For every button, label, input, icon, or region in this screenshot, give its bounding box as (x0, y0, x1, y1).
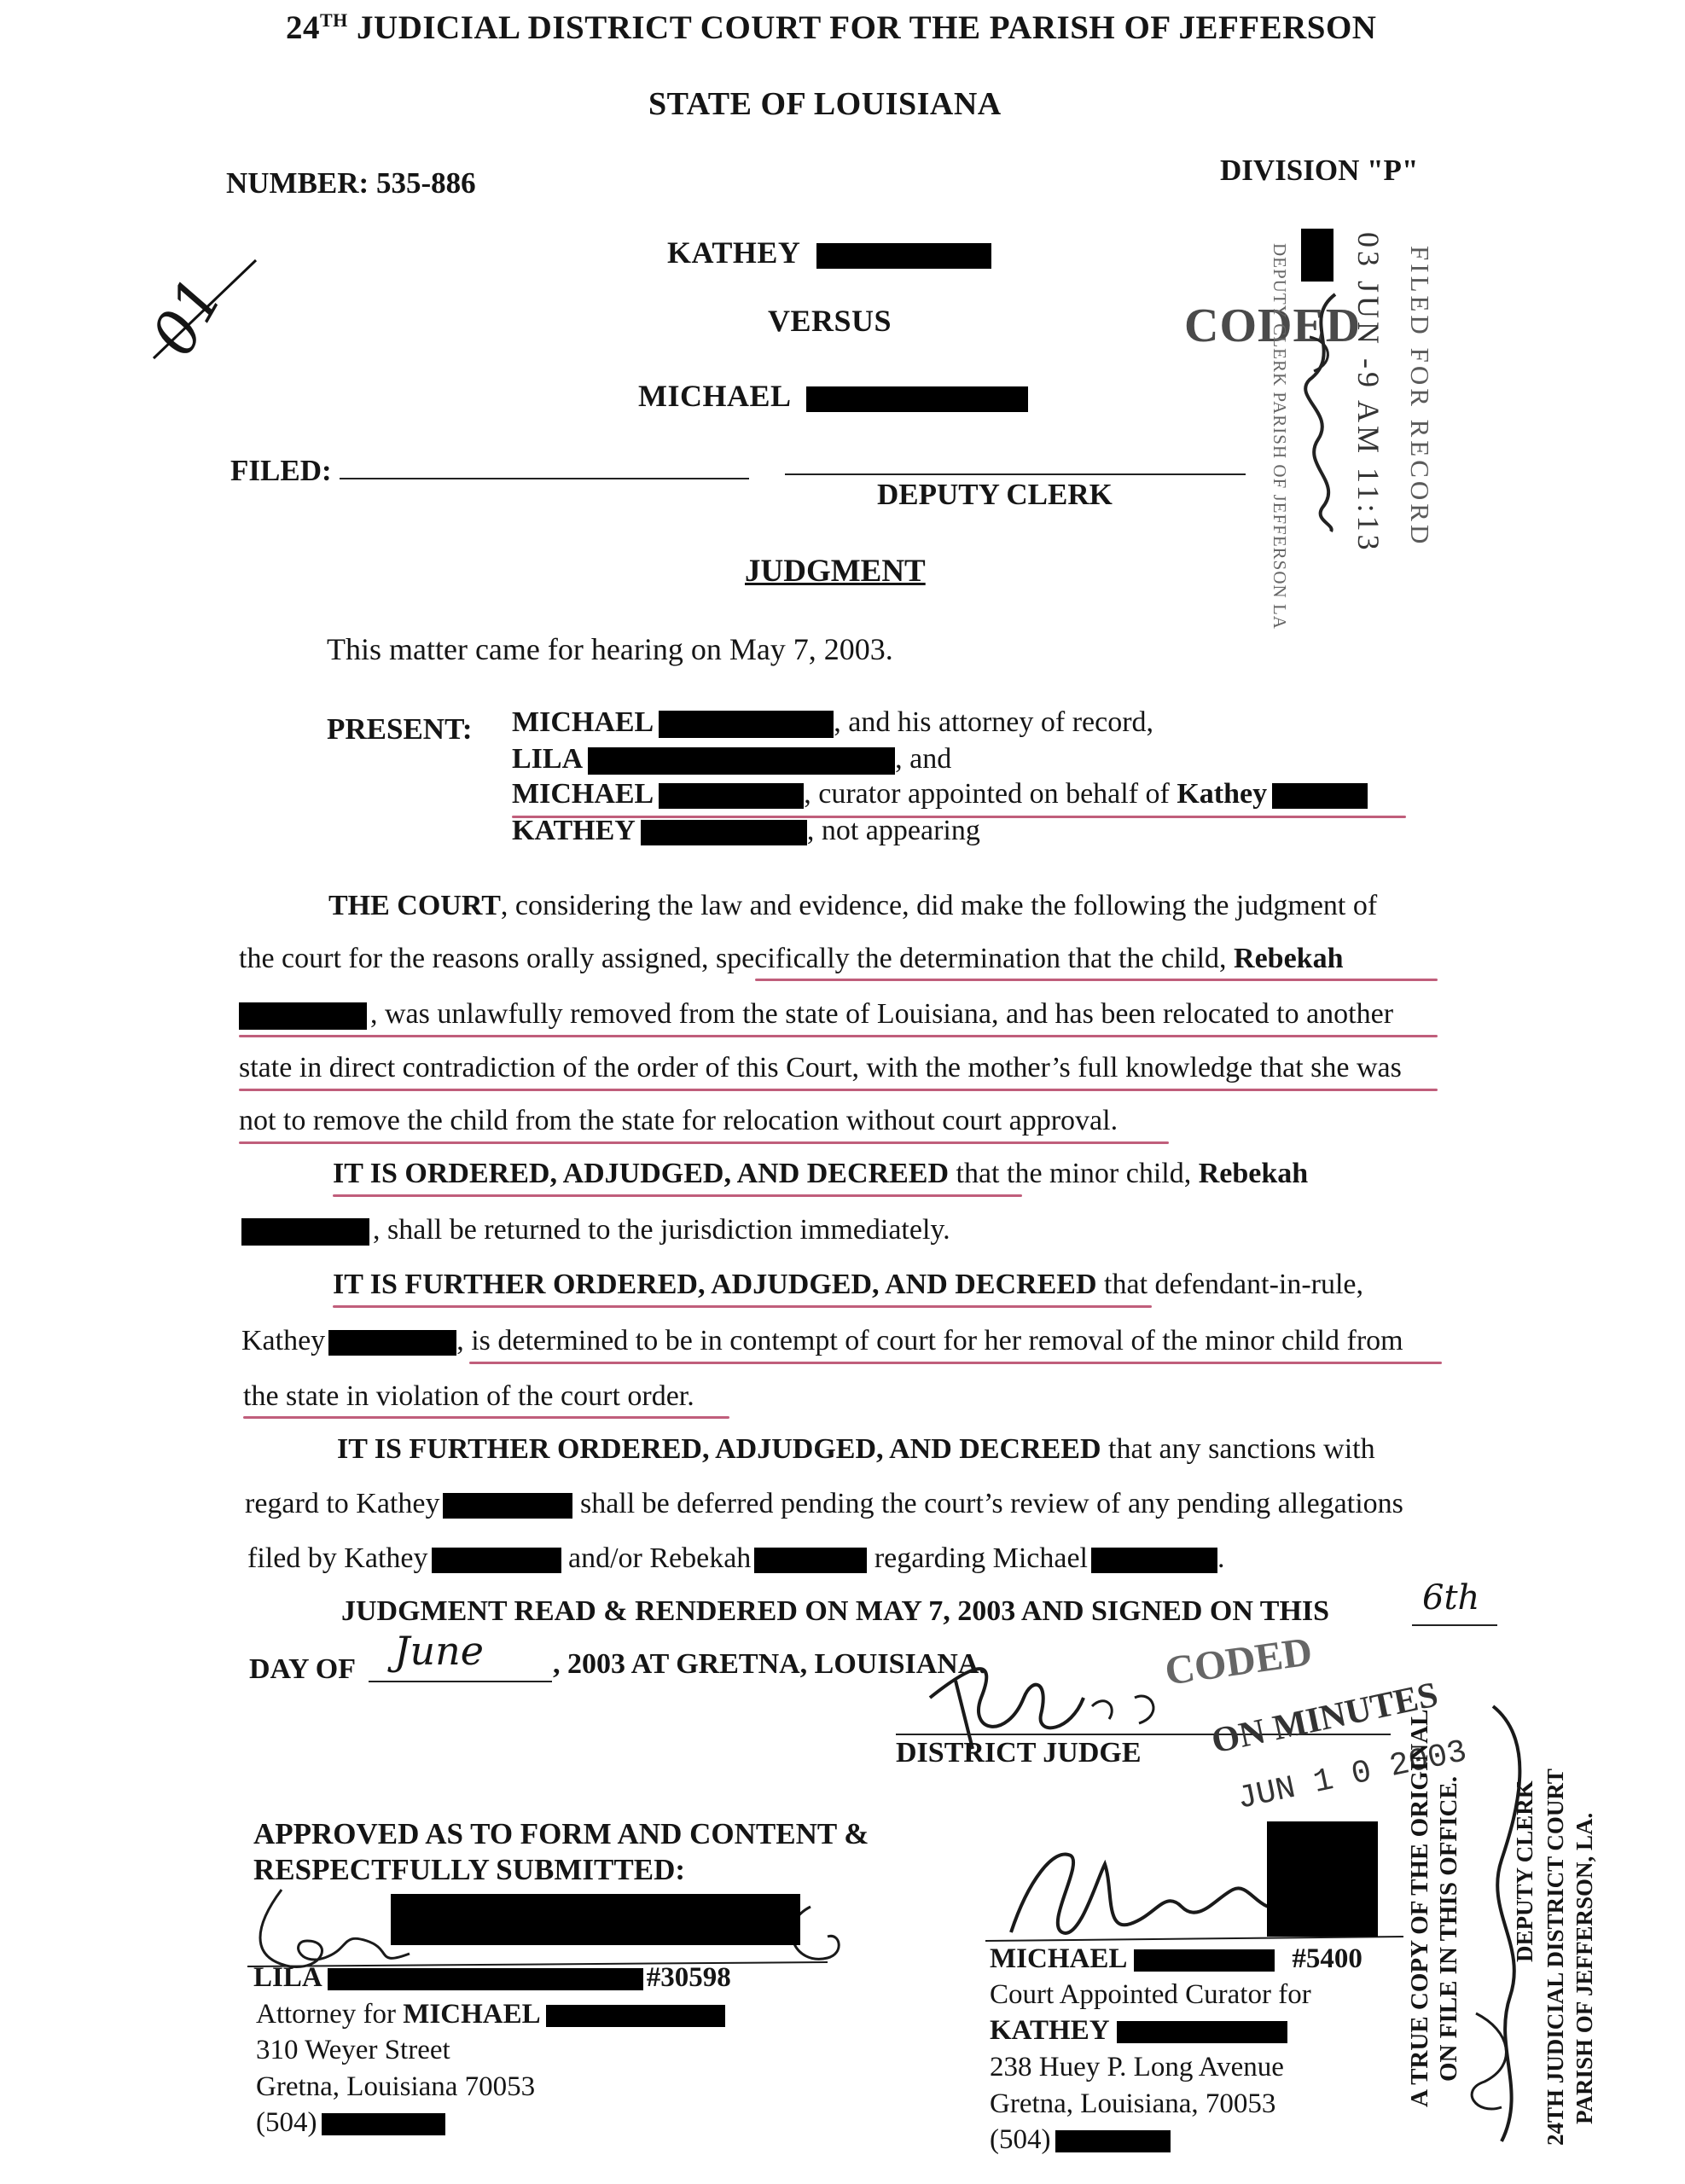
attorney-role-line: Attorney for MICHAEL (256, 1999, 725, 2030)
redaction (1272, 783, 1368, 809)
curator-name-line: MICHAEL #5400 (990, 1943, 1363, 1974)
clerk-stamp-line-1: DEPUTY CLERK (1512, 1780, 1537, 1962)
rendered-line-1: JUDGMENT READ & RENDERED ON MAY 7, 2003 AND SIGNED ON THIS (341, 1595, 1330, 1627)
attorney-phone-line: (504) (256, 2107, 445, 2139)
filed-date-stamp: 03 JUN -9 AM 11:13 (1351, 232, 1386, 554)
redaction (328, 1968, 643, 1990)
curator-role: Court Appointed Curator for (990, 1979, 1311, 2010)
clerk-line (785, 473, 1246, 475)
present-line-4: KATHEY , not appearing (512, 815, 980, 846)
curator-client-line: KATHEY (990, 2015, 1287, 2047)
para1-line-1: THE COURT, considering the law and evidence, did make the following the judgment of (328, 890, 1378, 921)
coded-stamp-bottom: CODED (1162, 1629, 1316, 1694)
para4-line-2: regard to Kathey shall be deferred pending the court’s review of any pending allegations (245, 1488, 1403, 1519)
redaction (659, 711, 834, 738)
redaction (546, 2005, 725, 2027)
para1-line-4: state in direct contradiction of the order of this Court, with the mother’s full knowledge that she was (239, 1052, 1402, 1083)
clerk-signature-top (1284, 286, 1361, 533)
coded-stamp-top: CODED (1184, 299, 1362, 352)
division: DIVISION "P" (1220, 154, 1419, 187)
true-copy-line-1: A TRUE COPY OF THE ORIGINAL (1406, 1709, 1433, 2107)
redaction (816, 243, 991, 269)
district-judge-label: DISTRICT JUDGE (896, 1737, 1142, 1769)
filed-for-record-stamp: FILED FOR RECORD (1405, 246, 1435, 548)
underline (755, 979, 1438, 981)
redaction (241, 1218, 369, 1246)
true-copy-line-2: ON FILE IN THIS OFFICE. (1435, 1775, 1462, 2082)
month-handwritten: June (394, 1628, 484, 1674)
para4-line-1: IT IS FURTHER ORDERED, ADJUDGED, AND DECREED that any sanctions with (337, 1433, 1375, 1465)
clerk-stamp-line-3: PARISH OF JEFFERSON, LA. (1572, 1812, 1597, 2124)
para3-line-1: IT IS FURTHER ORDERED, ADJUDGED, AND DECREED that defendant-in-rule, (333, 1269, 1364, 1300)
para1-line-5: not to remove the child from the state for relocation without court approval. (239, 1105, 1118, 1136)
judgment-title: JUDGMENT (745, 554, 926, 589)
underline (239, 1035, 1438, 1037)
para2-line-2: , shall be returned to the jurisdiction immediately. (241, 1214, 950, 1246)
redaction (1117, 2021, 1287, 2043)
defendant-line: MICHAEL (638, 378, 1028, 414)
curator-city: Gretna, Louisiana, 70053 (990, 2088, 1276, 2119)
redaction (443, 1493, 572, 1519)
margin-mark: 01 (137, 265, 237, 368)
present-line-3: MICHAEL , curator appointed on behalf of Kathey (512, 778, 1368, 810)
underline (333, 1194, 1022, 1197)
margin-slash (145, 256, 264, 367)
attorney-city: Gretna, Louisiana 70053 (256, 2071, 536, 2102)
redaction (588, 747, 895, 775)
redaction (391, 1894, 800, 1945)
redaction (641, 820, 807, 845)
court-title: 24TH JUDICIAL DISTRICT COURT FOR THE PARISH OF JEFFERSON (286, 9, 1377, 46)
redaction (659, 783, 804, 809)
redaction (328, 1330, 456, 1356)
underline (243, 1416, 729, 1419)
attorney-name-line: LILA #30598 (253, 1962, 731, 1993)
underline (333, 1305, 1152, 1308)
clerk-stamp-line-2: 24TH JUDICIAL DISTRICT COURT (1543, 1769, 1568, 2146)
redaction (1267, 1821, 1378, 1937)
clerk-signature-bottom (1442, 1689, 1553, 2167)
versus: VERSUS (768, 304, 892, 338)
present-label: PRESENT: (327, 712, 473, 746)
redaction (322, 2113, 445, 2135)
plaintiff-line: KATHEY (667, 235, 991, 270)
deputy-clerk-label: DEPUTY CLERK (877, 478, 1113, 511)
hearing-line: This matter came for hearing on May 7, 2003. (327, 632, 893, 666)
curator-phone-line: (504) (990, 2124, 1171, 2156)
redaction (806, 386, 1028, 412)
rendered-line-2b: , 2003 AT GRETNA, LOUISIANA. (553, 1648, 986, 1680)
on-minutes-stamp: ON MINUTES (1208, 1675, 1442, 1762)
state-title: STATE OF LOUISIANA (648, 86, 1002, 122)
present-line-1: MICHAEL , and his attorney of record, (512, 706, 1154, 738)
filed-line (340, 478, 749, 479)
redaction (1091, 1548, 1217, 1573)
para4-line-3: filed by Kathey and/or Rebekah regarding Michael . (247, 1542, 1225, 1574)
month-field (369, 1628, 552, 1682)
redaction (1055, 2130, 1171, 2152)
redaction (432, 1548, 561, 1573)
attorney-street: 310 Weyer Street (256, 2035, 450, 2065)
day-handwritten: 6th (1422, 1578, 1480, 1618)
present-line-2: LILA , and (512, 743, 952, 775)
redaction (1134, 1949, 1275, 1972)
approved-line-1: APPROVED AS TO FORM AND CONTENT & (253, 1817, 869, 1850)
redaction (239, 1002, 367, 1030)
day-field (1412, 1578, 1497, 1626)
para3-line-2: Kathey , is determined to be in contempt of court for her removal of the minor child from (241, 1325, 1403, 1356)
para1-line-3: , was unlawfully removed from the state of Louisiana, and has been relocated to another (239, 998, 1393, 1031)
rendered-line-2: DAY OF (249, 1653, 356, 1685)
redaction (754, 1548, 867, 1573)
deputy-clerk-parish-stamp: DEPUTY CLERK PARISH OF JEFFERSON LA (1270, 243, 1290, 630)
minutes-date-stamp: JUN 1 0 2003 (1234, 1734, 1471, 1818)
para1-line-2: the court for the reasons orally assigned, specifically the determination that the child, Rebekah (239, 943, 1344, 974)
redaction (1301, 229, 1333, 282)
underline (239, 1141, 1169, 1144)
para2-line-1: IT IS ORDERED, ADJUDGED, AND DECREED that the minor child, Rebekah (333, 1158, 1309, 1189)
underline (239, 1089, 1438, 1091)
curator-street: 238 Huey P. Long Avenue (990, 2052, 1284, 2082)
approved-line-2: RESPECTFULLY SUBMITTED: (253, 1853, 685, 1886)
case-number: NUMBER: 535-886 (226, 166, 476, 200)
para3-line-3: the state in violation of the court order. (243, 1380, 694, 1412)
filed-label: FILED: (230, 454, 332, 487)
underline (469, 1362, 1442, 1364)
